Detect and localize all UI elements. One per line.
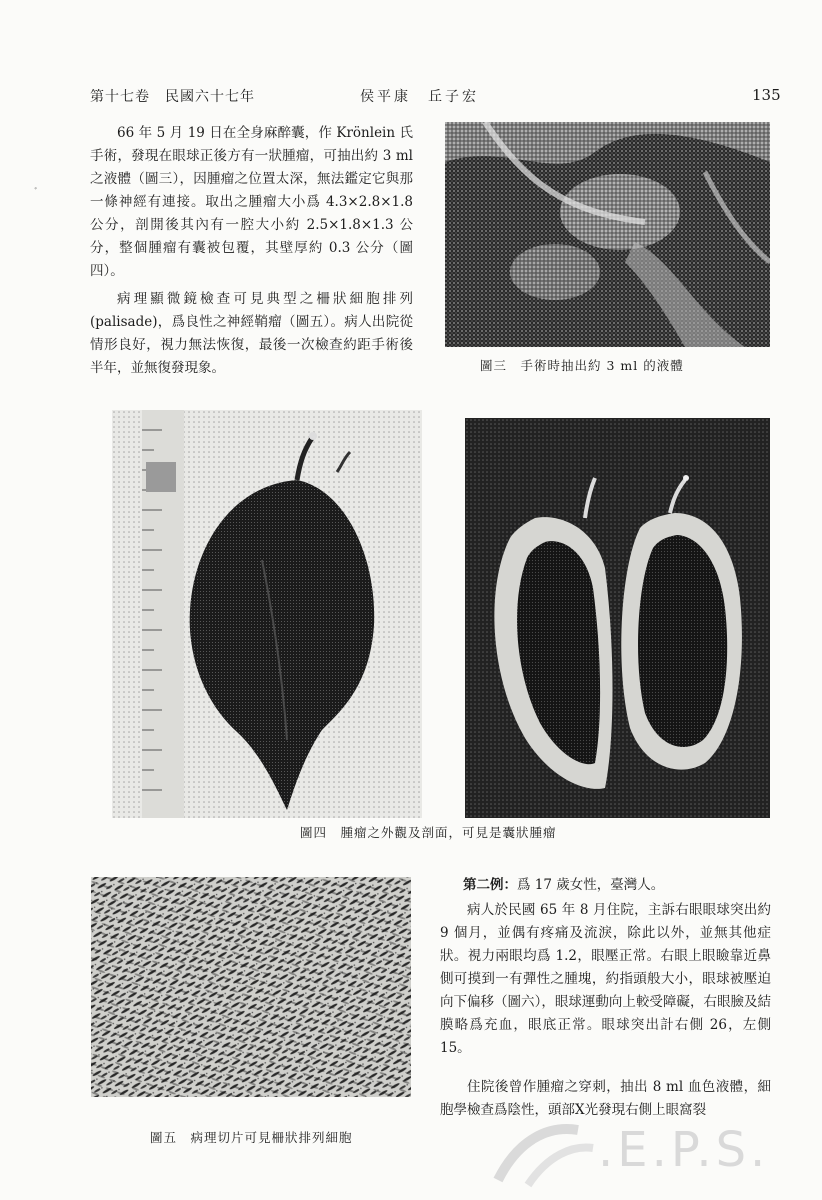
case-2-intro: 爲 17 歲女性，臺灣人。 xyxy=(517,877,665,893)
journal-volume-header: 第十七卷 民國六十七年 xyxy=(90,89,255,105)
figure-3-surgery-photo xyxy=(445,122,770,347)
paragraph-case-2-puncture: 住院後曾作腫瘤之穿刺，抽出 8 ml 血色液體，細胞學檢查爲陰性，頭部X光發現右側上眼窩裂 xyxy=(440,1079,771,1118)
figure-5-histology xyxy=(91,877,411,1097)
figure-5-caption: 圖五 病理切片可見柵狀排列細胞 xyxy=(150,1130,353,1145)
eps-watermark-text: .E.P.S. xyxy=(598,1122,770,1178)
figure-4-caption: 圖四 腫瘤之外觀及剖面，可見是囊狀腫瘤 xyxy=(300,825,557,840)
margin-mark: ﾞ xyxy=(34,188,39,199)
paragraph-case-2-history: 病人於民國 65 年 8 月住院，主訴右眼眼球突出約 9 個月，並偶有疼痛及流淚，除此以外，並無其他症狀。視力兩眼均爲 1.2，眼壓正常。右眼上眼瞼靠近鼻側可摸到一有彈性之腫塊，約指頭般大小，眼球被壓迫向下偏移（圖六），眼球運動向上較受障礙，右眼臉及結膜略爲充血，眼底正常。眼球突出計右側 26，左側 15。 xyxy=(440,902,771,1056)
figure-3-caption: 圖三 手術時抽出約 3 ml 的液體 xyxy=(480,358,684,373)
figure-4-tumor-exterior xyxy=(112,410,422,818)
page-number: 135 xyxy=(752,86,781,104)
authors-header: 侯平康 丘子宏 xyxy=(360,89,479,105)
case-2-heading xyxy=(463,874,771,897)
figure-4-tumor-cross-section xyxy=(465,418,770,818)
paragraph-surgery: 66 年 5 月 19 日在全身麻醉囊，作 Krönlein 氏手術，發現在眼球正後方有一狀腫瘤，可抽出約 3 ml 之液體（圖三），因腫瘤之位置太深，無法鑑定它與那一條神經有連接。取出之腫瘤大小爲 4.3×2.8×1.8 公分，剖開後其內有一腔大小約 2.5×1.8×1.3 公分，整個腫瘤有囊被包覆，其壁厚約 0.3 公分（圖四）。 xyxy=(90,125,413,279)
case-2-title: 第二例： xyxy=(463,877,517,893)
paragraph-pathology: 病理顯微鏡檢查可見典型之柵狀細胞排列 (palisade)，爲良性之神經鞘瘤（圖五）。病人出院從情形良好，視力無法恢復，最後一次檢查約距手術後半年，並無復發現象。 xyxy=(90,291,413,376)
